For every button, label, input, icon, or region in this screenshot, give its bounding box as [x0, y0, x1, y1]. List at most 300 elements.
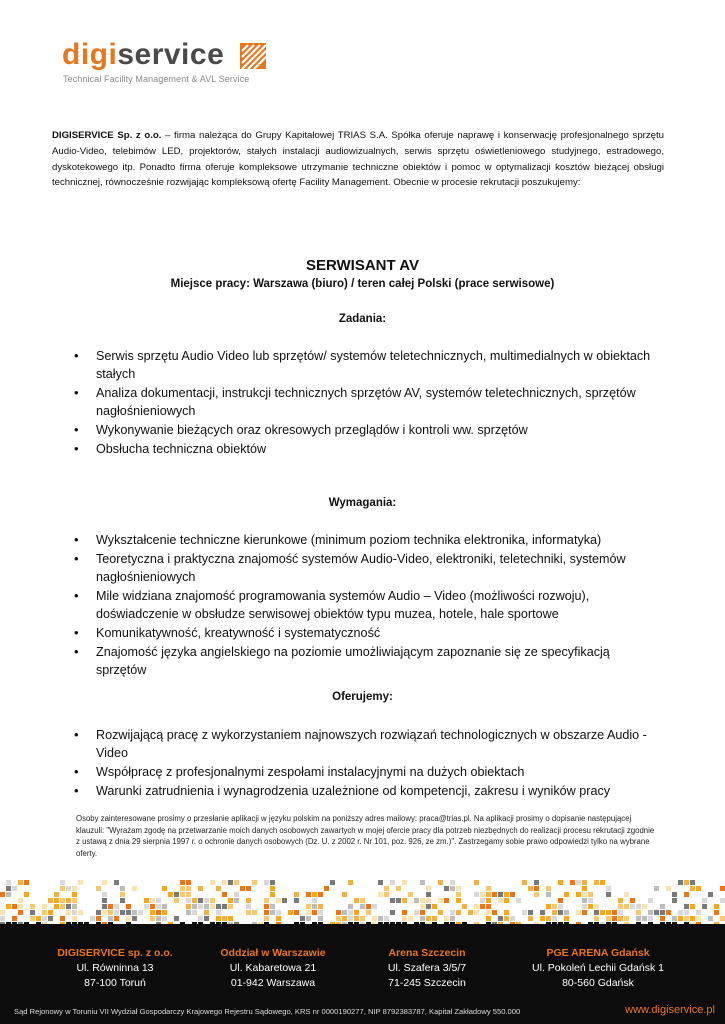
- mosaic-tile: [528, 910, 533, 915]
- mosaic-tile: [582, 898, 587, 903]
- mosaic-tile: [96, 910, 101, 915]
- mosaic-tile: [48, 910, 53, 915]
- mosaic-tile: [552, 904, 557, 909]
- mosaic-tile: [636, 910, 641, 915]
- mosaic-tile: [180, 892, 185, 897]
- mosaic-tile: [78, 880, 83, 885]
- mosaic-tile: [504, 898, 509, 903]
- mosaic-tile: [402, 898, 407, 903]
- mosaic-tile: [558, 910, 563, 915]
- mosaic-tile: [642, 904, 647, 909]
- mosaic-tile: [54, 904, 59, 909]
- mosaic-tile: [156, 898, 161, 903]
- mosaic-tile: [18, 910, 23, 915]
- mosaic-tile: [426, 886, 431, 891]
- mosaic-tile: [192, 910, 197, 915]
- mosaic-tile: [102, 892, 107, 897]
- mosaic-tile: [66, 904, 71, 909]
- mosaic-tile: [0, 916, 5, 921]
- mosaic-tile: [576, 910, 581, 915]
- mosaic-tile: [624, 892, 629, 897]
- mosaic-tile: [504, 892, 509, 897]
- mosaic-tile: [684, 892, 689, 897]
- mosaic-tile: [270, 910, 275, 915]
- mosaic-tile: [72, 904, 77, 909]
- mosaic-tile: [486, 898, 491, 903]
- mosaic-tile: [216, 886, 221, 891]
- mosaic-tile: [30, 910, 35, 915]
- mosaic-tile: [360, 904, 365, 909]
- mosaic-tile: [720, 898, 725, 903]
- mosaic-tile: [372, 916, 377, 921]
- list-item: • Współpracę z profesjonalnymi zespołami instalacyjnymi na dużych obiektach: [72, 763, 652, 781]
- mosaic-tile: [24, 880, 29, 885]
- mosaic-tile: [696, 910, 701, 915]
- mosaic-tile: [294, 910, 299, 915]
- mosaic-tile: [450, 886, 455, 891]
- mosaic-tile: [702, 898, 707, 903]
- mosaic-tile: [246, 910, 251, 915]
- mosaic-tile: [204, 898, 209, 903]
- mosaic-tile: [312, 910, 317, 915]
- mosaic-tile: [354, 916, 359, 921]
- mosaic-tile: [654, 910, 659, 915]
- mosaic-tile: [588, 898, 593, 903]
- mosaic-tile: [444, 898, 449, 903]
- mosaic-tile: [210, 904, 215, 909]
- mosaic-tile: [498, 898, 503, 903]
- mosaic-tile: [666, 910, 671, 915]
- mosaic-tile: [600, 880, 605, 885]
- mosaic-tile: [576, 892, 581, 897]
- mosaic-tile: [582, 886, 587, 891]
- mosaic-tile: [72, 916, 77, 921]
- mosaic-tile: [306, 892, 311, 897]
- mosaic-tile: [132, 916, 137, 921]
- mosaic-tile: [690, 904, 695, 909]
- mosaic-tile: [144, 898, 149, 903]
- mosaic-tile: [600, 910, 605, 915]
- mosaic-tile: [456, 886, 461, 891]
- logo-tagline: Technical Facility Management & AVL Service: [63, 74, 250, 84]
- mosaic-tile: [528, 916, 533, 921]
- mosaic-tile: [54, 898, 59, 903]
- mosaic-tile: [72, 910, 77, 915]
- mosaic-tile: [714, 910, 719, 915]
- mosaic-tile: [162, 904, 167, 909]
- mosaic-tile: [402, 910, 407, 915]
- mosaic-tile: [228, 880, 233, 885]
- mosaic-tile: [264, 898, 269, 903]
- mosaic-tile: [294, 892, 299, 897]
- offer-heading: Oferujemy:: [332, 691, 393, 703]
- mosaic-tile: [486, 886, 491, 891]
- mosaic-tile: [360, 916, 365, 921]
- mosaic-tile: [480, 904, 485, 909]
- mosaic-tile: [114, 916, 119, 921]
- mosaic-tile: [222, 916, 227, 921]
- company-intro: [52, 128, 664, 191]
- logo-wordmark: digiservice: [62, 38, 225, 71]
- mosaic-tile: [684, 916, 689, 921]
- mosaic-tile: [234, 880, 239, 885]
- mosaic-tile: [150, 910, 155, 915]
- mosaic-tile: [186, 886, 191, 891]
- mosaic-tile: [396, 898, 401, 903]
- mosaic-tile: [426, 916, 431, 921]
- mosaic-tile: [582, 880, 587, 885]
- list-item: • Obsłucha techniczna obiektów: [72, 440, 652, 458]
- mosaic-tile: [594, 880, 599, 885]
- mosaic-tile: [378, 916, 383, 921]
- mosaic-tile: [330, 880, 335, 885]
- mosaic-tile: [60, 880, 65, 885]
- mosaic-tile: [630, 898, 635, 903]
- mosaic-tile: [90, 916, 95, 921]
- mosaic-tile: [474, 892, 479, 897]
- mosaic-tile: [114, 904, 119, 909]
- mosaic-tile: [186, 892, 191, 897]
- mosaic-tile: [594, 910, 599, 915]
- mosaic-tile: [264, 880, 269, 885]
- mosaic-tile: [264, 904, 269, 909]
- mosaic-tile: [102, 880, 107, 885]
- mosaic-tile: [186, 904, 191, 909]
- mosaic-tile: [342, 916, 347, 921]
- mosaic-tile: [96, 916, 101, 921]
- mosaic-tile: [312, 892, 317, 897]
- mosaic-tile: [420, 916, 425, 921]
- mosaic-tile: [678, 880, 683, 885]
- mosaic-tile: [504, 916, 509, 921]
- mosaic-tile: [558, 880, 563, 885]
- mosaic-tile: [204, 916, 209, 921]
- mosaic-tile: [474, 880, 479, 885]
- office-torun: DIGISERVICE sp. z o.o. Ul. Równinna 13 87-100 Toruń: [57, 947, 173, 989]
- mosaic-tile: [72, 886, 77, 891]
- mosaic-tile: [564, 916, 569, 921]
- mosaic-tile: [228, 916, 233, 921]
- mosaic-tile: [426, 898, 431, 903]
- mosaic-tile: [540, 910, 545, 915]
- mosaic-tile: [450, 916, 455, 921]
- mosaic-tile: [690, 916, 695, 921]
- mosaic-tile: [618, 910, 623, 915]
- mosaic-tile: [390, 910, 395, 915]
- mosaic-tile: [108, 910, 113, 915]
- company-logo: [62, 40, 272, 88]
- mosaic-tile: [348, 904, 353, 909]
- mosaic-tile: [420, 898, 425, 903]
- mosaic-tile: [420, 910, 425, 915]
- mosaic-tile: [276, 898, 281, 903]
- mosaic-tile: [486, 910, 491, 915]
- mosaic-tile: [60, 916, 65, 921]
- mosaic-tile: [342, 910, 347, 915]
- mosaic-tile: [378, 892, 383, 897]
- mosaic-tile: [522, 880, 527, 885]
- mosaic-tile: [456, 898, 461, 903]
- mosaic-tile: [354, 898, 359, 903]
- mosaic-tile: [582, 904, 587, 909]
- mosaic-tile: [444, 916, 449, 921]
- list-item: • Mile widziana znajomość programowania systemów Audio – Video (możliwości rozwoju), doświadczenie w obsłudze serwisowej obiektów typu muzea, hotele, hale sportowe: [72, 587, 652, 623]
- mosaic-tile: [558, 904, 563, 909]
- requirements-list: [72, 531, 652, 680]
- mosaic-tile: [192, 904, 197, 909]
- mosaic-tile: [204, 910, 209, 915]
- mosaic-tile: [96, 886, 101, 891]
- mosaic-tile: [528, 886, 533, 891]
- mosaic-tile: [156, 916, 161, 921]
- mosaic-tile: [156, 910, 161, 915]
- mosaic-tile: [678, 916, 683, 921]
- mosaic-tile: [552, 910, 557, 915]
- mosaic-tile: [162, 910, 167, 915]
- mosaic-tile: [660, 910, 665, 915]
- mosaic-tile: [540, 916, 545, 921]
- mosaic-tile: [12, 916, 17, 921]
- mosaic-tile: [102, 910, 107, 915]
- mosaic-tile: [396, 886, 401, 891]
- mosaic-tile: [708, 916, 713, 921]
- list-item: • Znajomość języka angielskiego na poziomie umożliwiającym zapoznanie się ze specyfikacją sprzętów: [72, 643, 652, 679]
- list-item: • Warunki zatrudnienia i wynagrodzenia uzależnione od kompetencji, zakresu i wyników pracy: [72, 782, 652, 800]
- mosaic-tile: [42, 916, 47, 921]
- mosaic-tile: [60, 904, 65, 909]
- mosaic-tile: [348, 880, 353, 885]
- mosaic-tile: [450, 880, 455, 885]
- mosaic-tile: [6, 892, 11, 897]
- mosaic-tile: [468, 910, 473, 915]
- mosaic-tile: [216, 904, 221, 909]
- office-warszawa: Oddział w Warszawie Ul. Kabaretowa 21 01-942 Warszawa: [220, 947, 326, 989]
- mosaic-tile: [180, 886, 185, 891]
- mosaic-tile: [18, 898, 23, 903]
- mosaic-tile: [612, 910, 617, 915]
- mosaic-tile: [234, 898, 239, 903]
- mosaic-tile: [618, 898, 623, 903]
- mosaic-tile: [204, 904, 209, 909]
- mosaic-tile: [66, 898, 71, 903]
- mosaic-tile: [492, 892, 497, 897]
- mosaic-tile: [486, 892, 491, 897]
- mosaic-tile: [138, 910, 143, 915]
- mosaic-tile: [150, 898, 155, 903]
- mosaic-tile: [270, 880, 275, 885]
- mosaic-tile: [480, 892, 485, 897]
- mosaic-tile: [672, 892, 677, 897]
- pixel-mosaic-decoration: [0, 880, 725, 928]
- mosaic-tile: [198, 886, 203, 891]
- mosaic-tile: [426, 892, 431, 897]
- mosaic-tile: [270, 892, 275, 897]
- mosaic-tile: [246, 898, 251, 903]
- mosaic-tile: [438, 910, 443, 915]
- mosaic-tile: [510, 916, 515, 921]
- mosaic-tile: [210, 898, 215, 903]
- mosaic-tile: [384, 892, 389, 897]
- mosaic-tile: [270, 886, 275, 891]
- mosaic-tile: [234, 892, 239, 897]
- mosaic-tile: [228, 898, 233, 903]
- footer: [0, 924, 725, 1024]
- mosaic-tile: [264, 916, 269, 921]
- mosaic-tile: [444, 886, 449, 891]
- mosaic-tile: [18, 880, 23, 885]
- mosaic-tile: [276, 910, 281, 915]
- mosaic-tile: [6, 904, 11, 909]
- mosaic-tile: [216, 916, 221, 921]
- mosaic-tile: [408, 916, 413, 921]
- mosaic-tile: [666, 886, 671, 891]
- mosaic-tile: [30, 904, 35, 909]
- mosaic-tile: [534, 892, 539, 897]
- mosaic-tile: [24, 892, 29, 897]
- mosaic-tile: [246, 904, 251, 909]
- mosaic-tile: [486, 904, 491, 909]
- mosaic-tile: [12, 904, 17, 909]
- mosaic-tile: [6, 886, 11, 891]
- mosaic-tile: [630, 904, 635, 909]
- mosaic-tile: [564, 892, 569, 897]
- mosaic-tile: [318, 910, 323, 915]
- mosaic-tile: [324, 886, 329, 891]
- mosaic-tile: [702, 904, 707, 909]
- mosaic-tile: [216, 910, 221, 915]
- application-note: Osoby zainteresowane prosimy o przesłanie aplikacji w języku polskim na poniższy adres mailowy: praca@trias.pl. Na aplikacji prosimy o dopisanie następującej klauzuli: "Wyrażam zgodę na przetwarzanie moich danych osobowych zawartych w mojej ofercie pracy dla potrzeb niezbędnych do realizacji procesu rekrutacji zgodnie z ustawą z dnia 29 sierpnia 1997 r. o ochronie danych osobowych (Dz. U. z 2002 r. Nr 101, poz. 926, ze zm.)". Zastrzegamy sobie prawo odpowiedzi tylko na wybrane oferty.: [76, 814, 655, 858]
- mosaic-tile: [48, 916, 53, 921]
- mosaic-tile: [264, 910, 269, 915]
- mosaic-tile: [504, 910, 509, 915]
- mosaic-tile: [240, 886, 245, 891]
- mosaic-tile: [486, 916, 491, 921]
- mosaic-tile: [144, 904, 149, 909]
- mosaic-tile: [132, 886, 137, 891]
- mosaic-tile: [498, 892, 503, 897]
- offer-list: [72, 726, 652, 801]
- mosaic-tile: [30, 916, 35, 921]
- mosaic-tile: [516, 898, 521, 903]
- mosaic-tile: [312, 898, 317, 903]
- mosaic-tile: [60, 886, 65, 891]
- mosaic-tile: [594, 904, 599, 909]
- mosaic-tile: [612, 916, 617, 921]
- mosaic-tile: [606, 916, 611, 921]
- mosaic-tile: [120, 892, 125, 897]
- mosaic-tile: [474, 904, 479, 909]
- mosaic-tile: [132, 910, 137, 915]
- mosaic-tile: [6, 880, 11, 885]
- list-item: • Teoretyczna i praktyczna znajomość systemów Audio-Video, elektroniki, teletechniki, systemów nagłośnieniowych: [72, 550, 652, 586]
- mosaic-tile: [684, 904, 689, 909]
- mosaic-tile: [252, 910, 257, 915]
- mosaic-tile: [306, 916, 311, 921]
- mosaic-tile: [588, 904, 593, 909]
- mosaic-tile: [336, 910, 341, 915]
- mosaic-tile: [300, 916, 305, 921]
- mosaic-tile: [378, 880, 383, 885]
- mosaic-tile: [558, 898, 563, 903]
- mosaic-tile: [222, 892, 227, 897]
- website-link[interactable]: www.digiservice.pl: [625, 1004, 715, 1016]
- mosaic-tile: [120, 886, 125, 891]
- office-szczecin: Arena Szczecin Ul. Szafera 3/5/7 71-245 Szczecin: [387, 947, 467, 989]
- mosaic-tile: [678, 910, 683, 915]
- mosaic-tile: [546, 886, 551, 891]
- mosaic-tile: [186, 880, 191, 885]
- office-gdansk: PGE ARENA Gdańsk Ul. Pokoleń Lechii Gdańsk 1 80-560 Gdańsk: [532, 947, 664, 989]
- mosaic-tile: [636, 904, 641, 909]
- mosaic-tile: [54, 892, 59, 897]
- list-item: • Analiza dokumentacji, instrukcji technicznych sprzętów AV, systemów teletechnicznych, sprzętów nagłośnieniowych: [72, 384, 652, 420]
- list-item: • Serwis sprzętu Audio Video lub sprzętów/ systemów teletechnicznych, multimedialnych w obiektach stałych: [72, 347, 652, 383]
- mosaic-tile: [414, 898, 419, 903]
- mosaic-tile: [180, 880, 185, 885]
- mosaic-tile: [66, 910, 71, 915]
- requirements-heading: Wymagania:: [328, 497, 397, 509]
- mosaic-tile: [156, 904, 161, 909]
- mosaic-tile: [72, 892, 77, 897]
- mosaic-tile: [366, 904, 371, 909]
- mosaic-tile: [606, 886, 611, 891]
- mosaic-tile: [186, 910, 191, 915]
- mosaic-tile: [0, 910, 5, 915]
- mosaic-tile: [450, 910, 455, 915]
- tasks-list: [72, 347, 652, 459]
- mosaic-tile: [684, 880, 689, 885]
- mosaic-tile: [654, 886, 659, 891]
- mosaic-tile: [252, 880, 257, 885]
- mosaic-tile: [390, 898, 395, 903]
- mosaic-tile: [318, 892, 323, 897]
- job-location: Miejsce pracy: Warszawa (biuro) / teren całej Polski (prace serwisowe): [170, 278, 555, 290]
- mosaic-tile: [126, 904, 131, 909]
- mosaic-tile: [114, 910, 119, 915]
- mosaic-tile: [120, 898, 125, 903]
- mosaic-tile: [672, 916, 677, 921]
- intro-text: – firma należąca do Grupy Kapitałowej TRIAS S.A. Spółka oferuje naprawę i konserwację profesjonalnego sprzętu Audio-Video, telebimów LED, projektorów, stałych instalacji audiowizualnych, serwis sprzętu oświetleniowego studyjnego, estradowego, dyskotekowego itp. Ponadto firma oferuje kompleksowe utrzymanie techniczne obiektów i pomoc w optymalizacji kosztów bieżącej obsługi technicznej, równocześnie rozwijając kompleksową ofertę Facility Management. Obecnie w procesie rekrutacji poszukujemy:: [52, 130, 664, 189]
- mosaic-tile: [288, 910, 293, 915]
- mosaic-tile: [582, 892, 587, 897]
- mosaic-tile: [546, 904, 551, 909]
- mosaic-tile: [48, 898, 53, 903]
- mosaic-tile: [420, 880, 425, 885]
- mosaic-tile: [306, 910, 311, 915]
- mosaic-tile: [198, 898, 203, 903]
- mosaic-tile: [456, 892, 461, 897]
- mosaic-tile: [318, 916, 323, 921]
- list-item: • Komunikatywność, kreatywność i systematyczność: [72, 624, 652, 642]
- mosaic-tile: [660, 904, 665, 909]
- mosaic-tile: [618, 916, 623, 921]
- mosaic-tile: [672, 898, 677, 903]
- mosaic-tile: [102, 898, 107, 903]
- mosaic-tile: [582, 910, 587, 915]
- mosaic-tile: [720, 916, 725, 921]
- mosaic-tile: [354, 910, 359, 915]
- mosaic-tile: [210, 880, 215, 885]
- mosaic-tile: [624, 916, 629, 921]
- mosaic-tile: [474, 910, 479, 915]
- mosaic-tile: [480, 898, 485, 903]
- mosaic-tile: [174, 892, 179, 897]
- mosaic-tile: [534, 886, 539, 891]
- mosaic-tile: [60, 898, 65, 903]
- mosaic-tile: [408, 892, 413, 897]
- mosaic-tile: [150, 916, 155, 921]
- mosaic-tile: [606, 910, 611, 915]
